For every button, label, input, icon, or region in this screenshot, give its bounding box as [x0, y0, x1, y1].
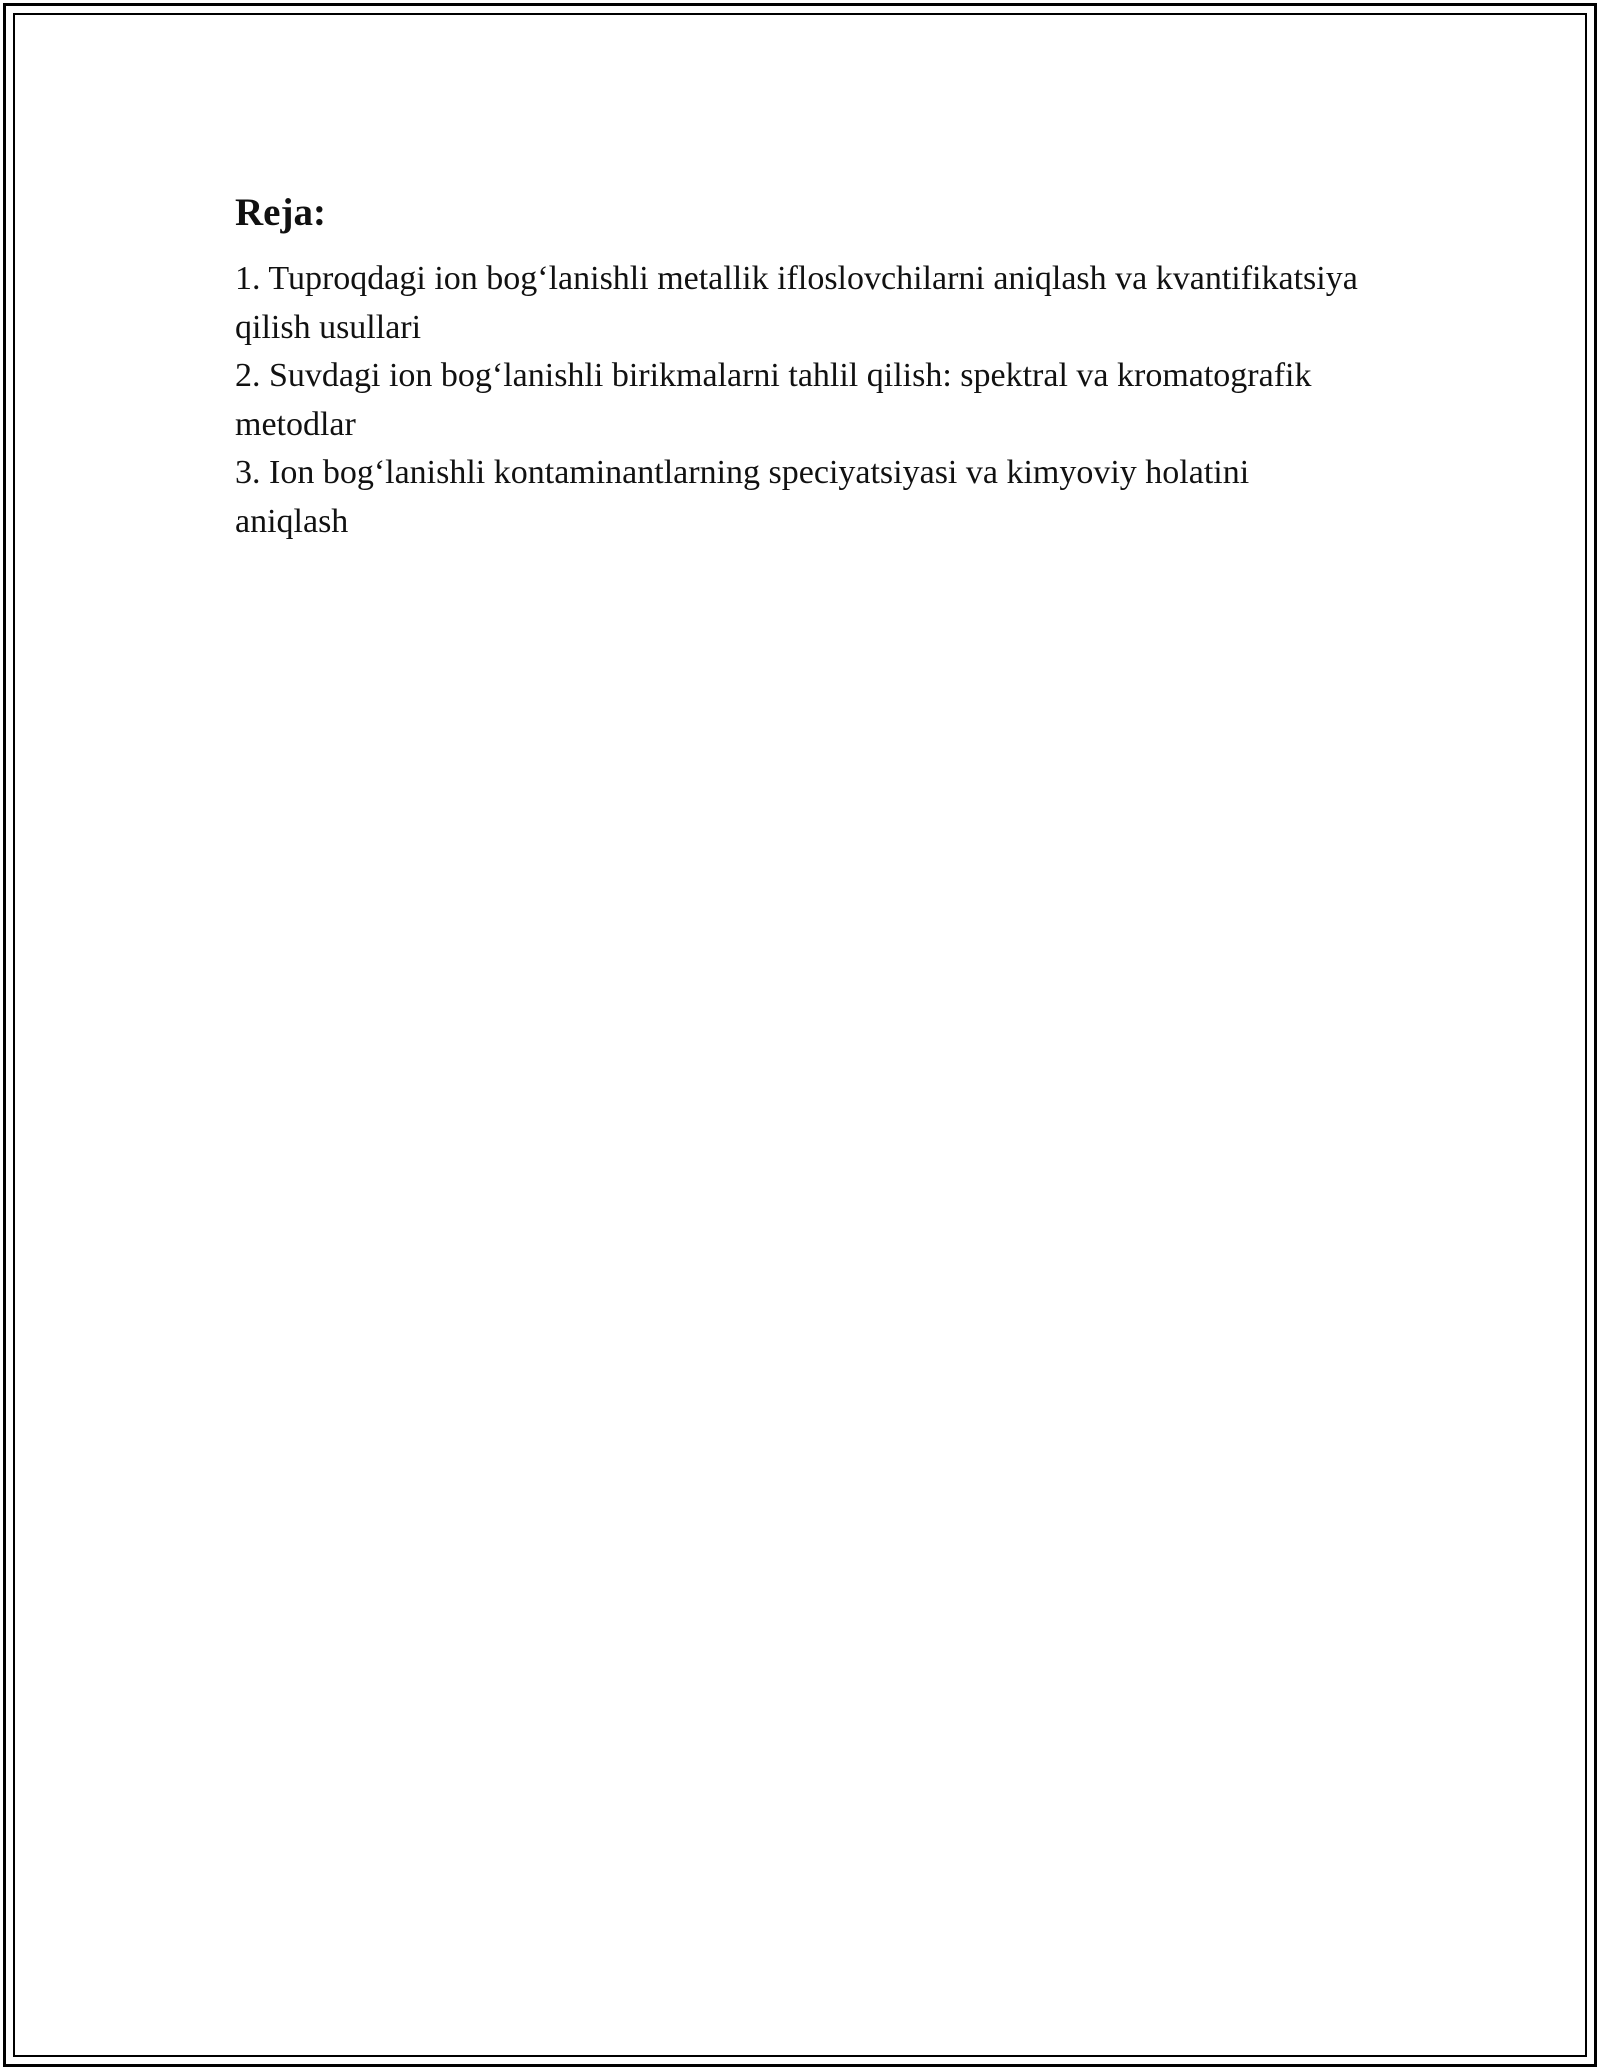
- document-body: [235, 185, 1365, 546]
- plan-item-1: 1. Tuproqdagi ion bog‘lanishli metallik ifloslovchilarni aniqlash va kvantifikatsiya qilish usullari: [235, 260, 1358, 346]
- plan-title: Reja:: [235, 191, 326, 234]
- plan-item-3: 3. Ion bog‘lanishli kontaminantlarning speciyatsiyasi va kimyoviy holatini aniqlash: [235, 454, 1250, 540]
- plan-item-2: 2. Suvdagi ion bog‘lanishli birikmalarni tahlil qilish: spektral va kromatografik metodlar: [235, 357, 1312, 443]
- plan-list: [235, 255, 1365, 546]
